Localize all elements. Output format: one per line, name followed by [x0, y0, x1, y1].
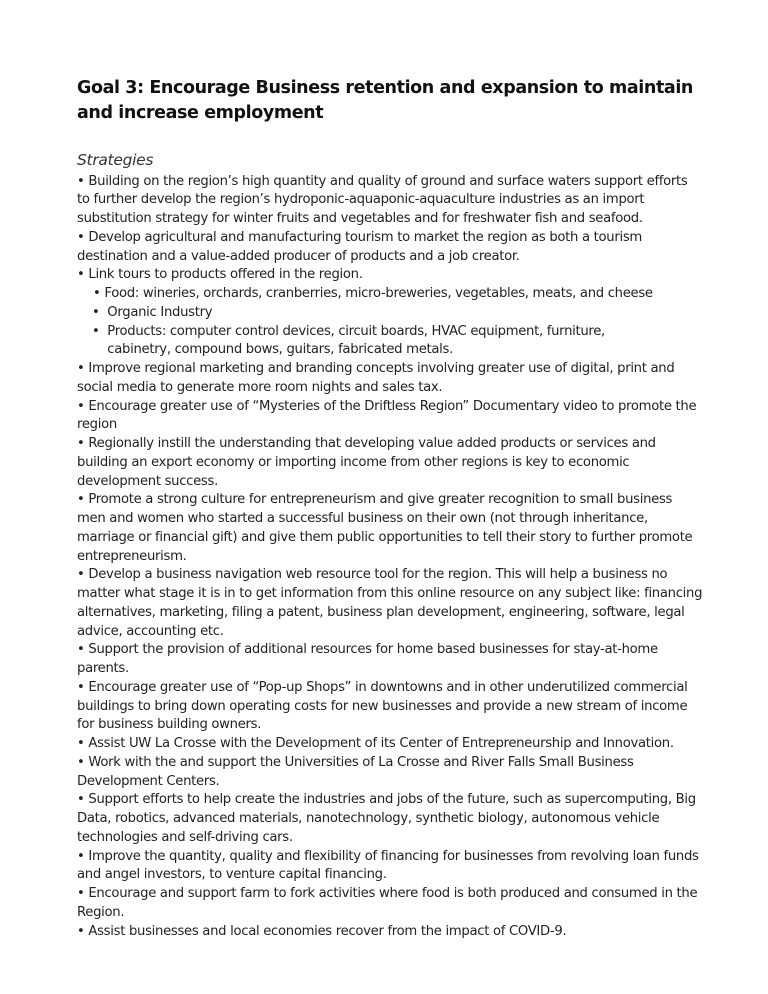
strategy-list	[77, 173, 703, 942]
list-item-text: Work with the and support the Universities of La Crosse and River Falls Small Business Development Centers.	[77, 754, 634, 789]
list-item-text: Develop a business navigation web resource tool for the region. This will help a business no matter what stage it is in to get information from this online resource on any subject like: financing alternatives, marketing, filing a patent, business plan development, engineering, software, legal advice, accounting etc.	[77, 567, 703, 639]
bullet-icon: •	[77, 754, 85, 770]
list-item-text: Regionally instill the understanding that developing value added products or services and building an export economy or importing income from other regions is key to economic development success.	[77, 436, 656, 489]
bullet-icon: •	[77, 398, 85, 414]
bullet-icon: •	[77, 923, 85, 939]
list-item-text: Develop agricultural and manufacturing tourism to market the region as both a tourism destination and a value-added producer of products and a job creator.	[77, 229, 642, 264]
bullet-icon: •	[77, 679, 85, 695]
list-item-text: Assist businesses and local economies recover from the impact of COVID-9.	[88, 923, 567, 939]
bullet-icon: •	[77, 792, 85, 808]
list-item	[77, 923, 703, 942]
goal-heading: Goal 3: Encourage Business retention and expansion to maintain and increase employment	[77, 78, 693, 123]
bullet-icon: •	[77, 267, 85, 283]
bullet-icon: •	[77, 229, 85, 245]
bullet-icon: •	[77, 642, 85, 658]
bullet-icon: •	[77, 736, 85, 751]
list-item	[77, 435, 703, 491]
sub-list-item	[77, 323, 703, 361]
list-item-text: Link tours to products offered in the region.	[88, 267, 363, 283]
bullet-icon: •	[92, 304, 100, 320]
bullet-icon: •	[77, 436, 85, 451]
bullet-icon: •	[77, 361, 85, 376]
bullet-icon: •	[77, 173, 85, 189]
list-item	[77, 791, 703, 847]
list-item	[77, 641, 703, 679]
bullet-icon: •	[93, 286, 101, 301]
list-item-text: Encourage greater use of “Mysteries of the Driftless Region” Documentary video to promote the region	[77, 398, 697, 433]
bullet-icon: •	[77, 886, 85, 901]
list-item	[77, 266, 703, 285]
bullet-icon: •	[77, 848, 85, 864]
list-item	[77, 735, 703, 754]
list-item-text: Encourage greater use of “Pop-up Shops” in downtowns and in other underutilized commercial buildings to bring down operating costs for new businesses and provide a new stream of income for business building owners.	[77, 679, 688, 733]
list-item	[77, 848, 703, 886]
list-item-text: Promote a strong culture for entrepreneurism and give greater recognition to small business men and women who started a successful business on their own (not through inheritance, marriage or financial gift) and give them public opportunities to tell their story to further promote entrepreneurism.	[77, 492, 693, 564]
list-item	[77, 229, 703, 267]
list-item	[77, 754, 703, 792]
list-item-text: Assist UW La Crosse with the Development of its Center of Entrepreneurship and Innovation.	[88, 736, 674, 751]
bullet-icon: •	[77, 567, 85, 583]
list-item	[77, 491, 703, 566]
sub-list-item	[77, 285, 703, 304]
list-item-text: Support efforts to help create the industries and jobs of the future, such as supercomputing, Big Data, robotics, advanced materials, nanotechnology, synthetic biology, autonomous vehicle technologies and self-driving cars.	[77, 792, 696, 845]
list-item-text: Support the provision of additional resources for home based businesses for stay-at-home parents.	[77, 642, 658, 676]
list-item	[77, 566, 703, 641]
sub-list-item-text: Organic Industry	[107, 304, 213, 320]
list-item-text: Encourage and support farm to fork activities where food is both produced and consumed in the Region.	[77, 886, 698, 920]
bullet-icon: •	[92, 323, 100, 339]
bullet-icon: •	[77, 492, 85, 508]
strategies-label: Strategies	[77, 151, 154, 169]
list-item	[77, 679, 703, 735]
list-item-text: Improve regional marketing and branding concepts involving greater use of digital, print and social media to generate more room nights and sales tax.	[77, 361, 675, 395]
list-item	[77, 885, 703, 923]
list-item	[77, 360, 703, 398]
list-item	[77, 173, 703, 229]
list-item	[77, 398, 703, 436]
list-item-text: Improve the quantity, quality and flexibility of financing for businesses from revolving loan funds and angel investors, to venture capital financing.	[77, 848, 699, 883]
sub-list-item	[77, 304, 703, 323]
sub-list-item-text: Products: computer control devices, circuit boards, HVAC equipment, furniture, cabinetry, compound bows, guitars, fabricated metals.	[107, 323, 605, 358]
list-item-text: Building on the region’s high quantity and quality of ground and surface waters support efforts to further develop the region’s hydroponic-aquaponic-aquaculture industries as an import substitution strategy for winter fruits and vegetables and for freshwater fish and seafood.	[77, 173, 688, 226]
sub-list-item-text: Food: wineries, orchards, cranberries, micro-breweries, vegetables, meats, and cheese	[104, 286, 653, 301]
